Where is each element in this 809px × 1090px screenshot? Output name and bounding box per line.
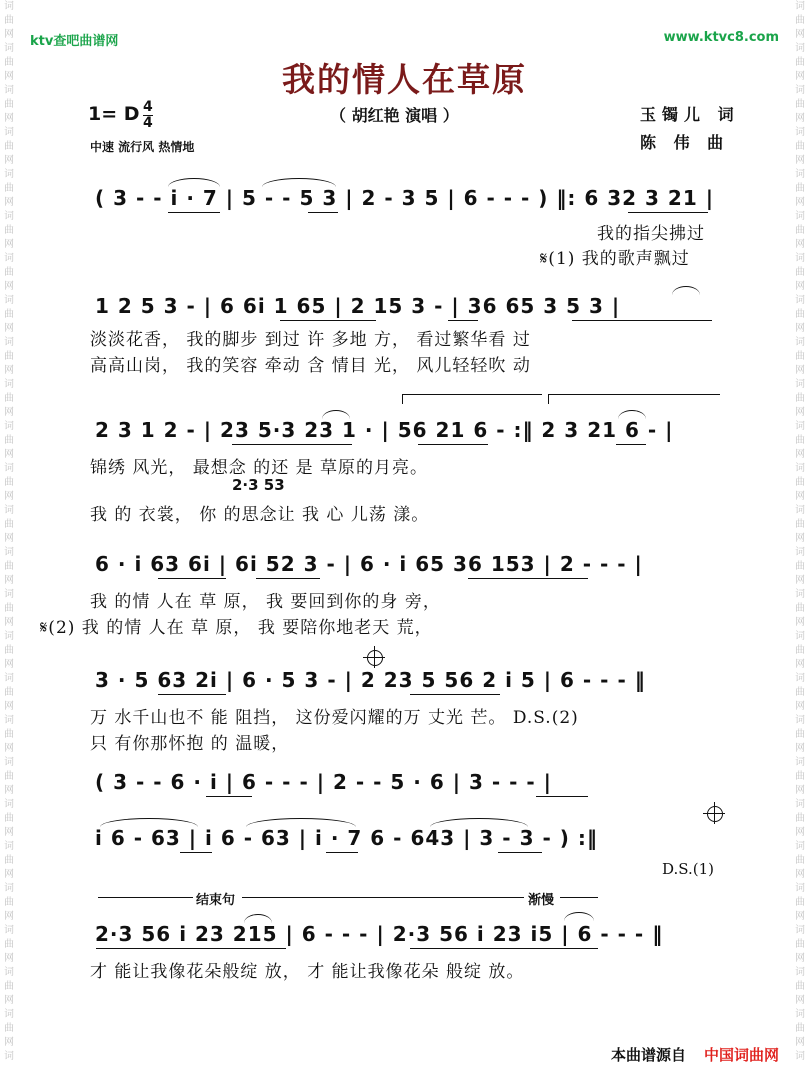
watermark-glyph: 网 <box>4 617 14 628</box>
watermark-glyph: 网 <box>795 29 805 40</box>
watermark-glyph: 曲 <box>795 603 805 614</box>
score-row-2: 1 2 5 3 - | 6 6i 1 65 | 2 15 3 - | 36 65 3 5 3 | <box>95 294 621 318</box>
score-row-8: 2·3 56 i 23 215 | 6 - - - | 2·3 56 i 23 i5 | 6 - - - ‖ <box>95 922 664 946</box>
watermark-glyph: 词 <box>795 967 805 978</box>
time-bottom: 4 <box>143 115 153 131</box>
lyric-row-8: 才 能让我像花朵般绽 放， 才 能让我像花朵 般绽 放。 <box>90 962 525 982</box>
watermark-glyph: 曲 <box>795 1023 805 1034</box>
watermark-left <box>2 0 16 1090</box>
score-row-3: 2 3 1 2 - | 23 5·3 23 1 · | 56 21 6 - :‖ 2 3 21 6 - | <box>95 418 674 442</box>
lyric-row-4a: 我 的情 人在 草 原， 我 要回到你的身 旁， <box>90 592 441 612</box>
watermark-glyph: 词 <box>4 127 14 138</box>
watermark-glyph: 词 <box>795 379 805 390</box>
coda-sign <box>367 650 383 666</box>
watermark-glyph: 词 <box>4 1 14 12</box>
watermark-glyph: 曲 <box>4 225 14 236</box>
watermark-glyph: 网 <box>4 71 14 82</box>
watermark-glyph: 词 <box>4 841 14 852</box>
watermark-glyph: 网 <box>4 827 14 838</box>
watermark-glyph: 词 <box>4 421 14 432</box>
tie-arc <box>262 178 336 187</box>
underline-beam <box>280 320 376 321</box>
score-row-5: 3 · 5 63 2i | 6 · 5 3 - | 2 23 5 56 2 i 5 | 6 - - - ‖ <box>95 668 646 692</box>
lyric-row-4b: 𝄋(2) 我 的情 人在 草 原， 我 要陪你地老天 荒， <box>40 618 433 638</box>
watermark-glyph: 词 <box>795 673 805 684</box>
score-row-6: ( 3 - - 6 · i | 6 - - - | 2 - - 5 · 6 | 3 - - - | <box>95 770 552 794</box>
lyric-row-2a: 淡淡花香， 我的脚步 到过 许 多地 方， 看过繁华看 过 <box>90 330 531 350</box>
underline-beam <box>326 852 358 853</box>
watermark-glyph: 曲 <box>4 267 14 278</box>
underline-beam <box>536 796 588 797</box>
watermark-glyph: 词 <box>795 589 805 600</box>
tie-arc <box>672 286 700 295</box>
watermark-glyph: 词 <box>4 379 14 390</box>
volta-1-edge <box>402 394 403 404</box>
watermark-glyph: 网 <box>795 743 805 754</box>
watermark-glyph: 曲 <box>795 939 805 950</box>
watermark-glyph: 曲 <box>795 183 805 194</box>
watermark-glyph: 曲 <box>795 435 805 446</box>
watermark-glyph: 网 <box>4 491 14 502</box>
watermark-glyph: 曲 <box>795 897 805 908</box>
watermark-glyph: 曲 <box>795 645 805 656</box>
watermark-glyph: 词 <box>795 1009 805 1020</box>
watermark-glyph: 词 <box>4 925 14 936</box>
watermark-glyph: 网 <box>4 701 14 712</box>
watermark-glyph: 词 <box>795 1 805 12</box>
tie-arc <box>564 912 594 921</box>
ds-1-mark: D.S.(1) <box>662 860 715 878</box>
underline-beam <box>410 694 500 695</box>
watermark-glyph: 曲 <box>4 351 14 362</box>
watermark-glyph: 网 <box>795 869 805 880</box>
watermark-glyph: 曲 <box>795 99 805 110</box>
watermark-glyph: 曲 <box>4 561 14 572</box>
volta-2-bracket <box>548 394 720 395</box>
underline-beam <box>616 444 646 445</box>
watermark-glyph: 词 <box>795 337 805 348</box>
time-top: 4 <box>143 99 153 115</box>
slow-label: 渐慢 <box>528 893 555 908</box>
watermark-glyph: 词 <box>795 715 805 726</box>
watermark-glyph: 网 <box>795 911 805 922</box>
watermark-glyph: 词 <box>795 463 805 474</box>
site-link-right[interactable]: www.ktvc8.com <box>663 30 779 45</box>
watermark-glyph: 曲 <box>4 519 14 530</box>
watermark-glyph: 网 <box>4 281 14 292</box>
underline-beam <box>96 948 286 949</box>
score-row-4: 6 · i 63 6i | 6i 52 3 - | 6 · i 65 36 153 | 2 - - - | <box>95 552 643 576</box>
watermark-glyph: 网 <box>795 701 805 712</box>
watermark-glyph: 曲 <box>4 729 14 740</box>
watermark-glyph: 网 <box>795 617 805 628</box>
watermark-glyph: 曲 <box>795 141 805 152</box>
watermark-glyph: 曲 <box>795 309 805 320</box>
coda-sign-2 <box>707 806 723 822</box>
watermark-glyph: 词 <box>795 631 805 642</box>
watermark-glyph: 网 <box>4 239 14 250</box>
source-footer <box>611 1044 779 1065</box>
watermark-glyph: 词 <box>795 1051 805 1062</box>
watermark-glyph: 词 <box>795 169 805 180</box>
watermark-glyph: 曲 <box>4 393 14 404</box>
watermark-glyph: 词 <box>4 589 14 600</box>
watermark-glyph: 网 <box>4 323 14 334</box>
site-link-left[interactable]: ktv查吧曲谱网 <box>30 34 119 49</box>
watermark-glyph: 词 <box>795 253 805 264</box>
watermark-glyph: 词 <box>795 799 805 810</box>
watermark-glyph: 词 <box>4 757 14 768</box>
watermark-glyph: 曲 <box>4 939 14 950</box>
watermark-glyph: 网 <box>4 785 14 796</box>
underline-beam <box>498 852 542 853</box>
watermark-glyph: 词 <box>795 295 805 306</box>
underline-beam <box>256 578 320 579</box>
watermark-glyph: 词 <box>795 547 805 558</box>
watermark-glyph: 曲 <box>4 897 14 908</box>
volta-1-bracket <box>402 394 542 395</box>
watermark-glyph: 词 <box>4 1051 14 1062</box>
composer: 陈 伟 曲 <box>640 133 730 152</box>
watermark-glyph: 曲 <box>795 477 805 488</box>
watermark-glyph: 词 <box>795 43 805 54</box>
watermark-glyph: 网 <box>4 407 14 418</box>
tie-arc <box>244 914 272 923</box>
watermark-glyph: 词 <box>795 211 805 222</box>
watermark-glyph: 网 <box>795 71 805 82</box>
watermark-glyph: 网 <box>4 533 14 544</box>
underline-beam <box>180 852 212 853</box>
watermark-glyph: 网 <box>4 953 14 964</box>
underline-beam <box>410 948 598 949</box>
watermark-glyph: 网 <box>4 575 14 586</box>
watermark-glyph: 曲 <box>4 687 14 698</box>
watermark-glyph: 词 <box>4 715 14 726</box>
ending-line <box>560 897 598 898</box>
watermark-glyph: 词 <box>4 631 14 642</box>
watermark-glyph: 网 <box>795 281 805 292</box>
watermark-glyph: 曲 <box>795 351 805 362</box>
watermark-glyph: 曲 <box>4 855 14 866</box>
lyric-row-5b: 只 有你那怀抱 的 温暖， <box>90 734 290 754</box>
watermark-glyph: 网 <box>4 365 14 376</box>
underline-beam <box>168 212 220 213</box>
watermark-glyph: 曲 <box>4 141 14 152</box>
watermark-glyph: 网 <box>795 155 805 166</box>
watermark-glyph: 词 <box>4 547 14 558</box>
watermark-glyph: 网 <box>795 659 805 670</box>
watermark-glyph: 曲 <box>4 309 14 320</box>
watermark-glyph: 曲 <box>4 99 14 110</box>
ending-label: 结束句 <box>196 893 236 908</box>
watermark-glyph: 词 <box>4 295 14 306</box>
watermark-glyph: 词 <box>795 757 805 768</box>
underline-beam <box>206 796 252 797</box>
watermark-glyph: 词 <box>4 673 14 684</box>
watermark-glyph: 曲 <box>4 771 14 782</box>
watermark-glyph: 曲 <box>795 813 805 824</box>
watermark-glyph: 网 <box>4 995 14 1006</box>
footer-source-text: 本曲谱源自 <box>610 1046 686 1064</box>
watermark-glyph: 曲 <box>795 225 805 236</box>
watermark-glyph: 曲 <box>795 519 805 530</box>
watermark-glyph: 曲 <box>4 15 14 26</box>
underline-beam <box>418 444 488 445</box>
watermark-glyph: 网 <box>795 407 805 418</box>
lyric-row-3b: 我 的 衣裳， 你 的思念让 我 心 儿荡 漾。 <box>90 505 430 525</box>
watermark-glyph: 网 <box>4 659 14 670</box>
tempo-marking: 中速 流行风 热情地 <box>90 140 195 154</box>
tie-arc <box>618 410 646 419</box>
tie-arc <box>168 178 220 187</box>
watermark-glyph: 曲 <box>795 855 805 866</box>
watermark-glyph: 词 <box>795 421 805 432</box>
underline-beam <box>232 444 352 445</box>
key-signature: 1= D <box>88 103 140 125</box>
watermark-glyph: 词 <box>795 841 805 852</box>
volta-2-edge <box>548 394 549 404</box>
watermark-glyph: 词 <box>4 43 14 54</box>
watermark-glyph: 网 <box>795 239 805 250</box>
watermark-glyph: 词 <box>795 505 805 516</box>
watermark-glyph: 词 <box>795 925 805 936</box>
underline-beam <box>308 212 338 213</box>
ending-line <box>98 897 193 898</box>
watermark-glyph: 词 <box>4 1009 14 1020</box>
watermark-glyph: 曲 <box>4 645 14 656</box>
lyric-row-3a: 锦绣 风光， 最想念 的还 是 草原的月亮。 <box>90 458 429 478</box>
watermark-glyph: 网 <box>4 911 14 922</box>
tie-arc <box>322 410 350 419</box>
watermark-glyph: 网 <box>4 1037 14 1048</box>
watermark-glyph: 网 <box>4 29 14 40</box>
watermark-glyph: 网 <box>795 1037 805 1048</box>
watermark-glyph: 网 <box>4 113 14 124</box>
watermark-glyph: 网 <box>795 827 805 838</box>
watermark-glyph: 曲 <box>4 813 14 824</box>
watermark-glyph: 曲 <box>4 603 14 614</box>
watermark-glyph: 词 <box>795 85 805 96</box>
watermark-glyph: 曲 <box>795 729 805 740</box>
watermark-glyph: 网 <box>795 113 805 124</box>
watermark-glyph: 网 <box>4 869 14 880</box>
watermark-glyph: 词 <box>4 883 14 894</box>
watermark-glyph: 网 <box>4 449 14 460</box>
watermark-glyph: 词 <box>4 337 14 348</box>
watermark-glyph: 曲 <box>4 981 14 992</box>
watermark-glyph: 网 <box>4 743 14 754</box>
underline-beam <box>468 578 588 579</box>
underline-beam <box>572 320 712 321</box>
song-title: 我的情人在草原 <box>282 60 527 99</box>
lyric-row-1a: 我的指尖拂过 <box>597 224 705 244</box>
score-row-1: ( 3 - - i · 7 | 5 - - 5 3 | 2 - 3 5 | 6 - - - ) ‖: 6 32 3 21 | <box>95 186 715 210</box>
watermark-glyph: 词 <box>4 505 14 516</box>
watermark-glyph: 曲 <box>795 981 805 992</box>
score-row-7: i 6 - 63 | i 6 - 63 | i · 7 6 - 643 | 3 - 3 - ) :‖ <box>95 826 598 850</box>
lyric-row-1b: 𝄋(1) 我的歌声飘过 <box>540 249 690 269</box>
watermark-glyph: 曲 <box>795 393 805 404</box>
watermark-glyph: 词 <box>795 883 805 894</box>
watermark-glyph: 网 <box>795 323 805 334</box>
watermark-glyph: 曲 <box>4 435 14 446</box>
watermark-right <box>793 0 807 1090</box>
watermark-glyph: 曲 <box>4 477 14 488</box>
watermark-glyph: 词 <box>4 169 14 180</box>
watermark-glyph: 网 <box>795 491 805 502</box>
lyric-row-5a: 万 水千山也不 能 阻挡， 这份爱闪耀的万 丈光 芒。 D.S.(2) <box>90 708 579 728</box>
watermark-glyph: 网 <box>795 953 805 964</box>
footer-site-link[interactable]: 中国词曲网 <box>703 1046 779 1064</box>
watermark-glyph: 词 <box>4 463 14 474</box>
watermark-glyph: 网 <box>795 365 805 376</box>
watermark-glyph: 词 <box>4 253 14 264</box>
watermark-glyph: 网 <box>795 197 805 208</box>
watermark-glyph: 网 <box>4 197 14 208</box>
watermark-glyph: 词 <box>4 211 14 222</box>
lyric-row-2b: 高高山岗， 我的笑容 牵动 含 情目 光， 风儿轻轻吹 动 <box>90 356 531 376</box>
alt-notes: 2·3 53 <box>232 476 285 494</box>
watermark-glyph: 网 <box>795 995 805 1006</box>
watermark-glyph: 词 <box>4 967 14 978</box>
underline-beam <box>158 578 226 579</box>
underline-beam <box>448 320 478 321</box>
watermark-glyph: 词 <box>795 127 805 138</box>
watermark-glyph: 曲 <box>795 561 805 572</box>
watermark-glyph: 曲 <box>795 57 805 68</box>
watermark-glyph: 曲 <box>795 771 805 782</box>
watermark-glyph: 曲 <box>4 57 14 68</box>
underline-beam <box>628 212 708 213</box>
watermark-glyph: 网 <box>4 155 14 166</box>
singer: （ 胡红艳 演唱 ） <box>330 106 459 125</box>
watermark-glyph: 网 <box>795 785 805 796</box>
lyricist: 玉镯儿 词 <box>640 105 740 124</box>
watermark-glyph: 网 <box>795 533 805 544</box>
watermark-glyph: 曲 <box>795 15 805 26</box>
watermark-glyph: 曲 <box>4 183 14 194</box>
watermark-glyph: 曲 <box>795 687 805 698</box>
time-signature <box>143 100 153 131</box>
watermark-glyph: 网 <box>795 575 805 586</box>
ending-line <box>242 897 524 898</box>
watermark-glyph: 词 <box>4 799 14 810</box>
watermark-glyph: 词 <box>4 85 14 96</box>
watermark-glyph: 曲 <box>4 1023 14 1034</box>
watermark-glyph: 曲 <box>795 267 805 278</box>
underline-beam <box>158 694 226 695</box>
watermark-glyph: 网 <box>795 449 805 460</box>
